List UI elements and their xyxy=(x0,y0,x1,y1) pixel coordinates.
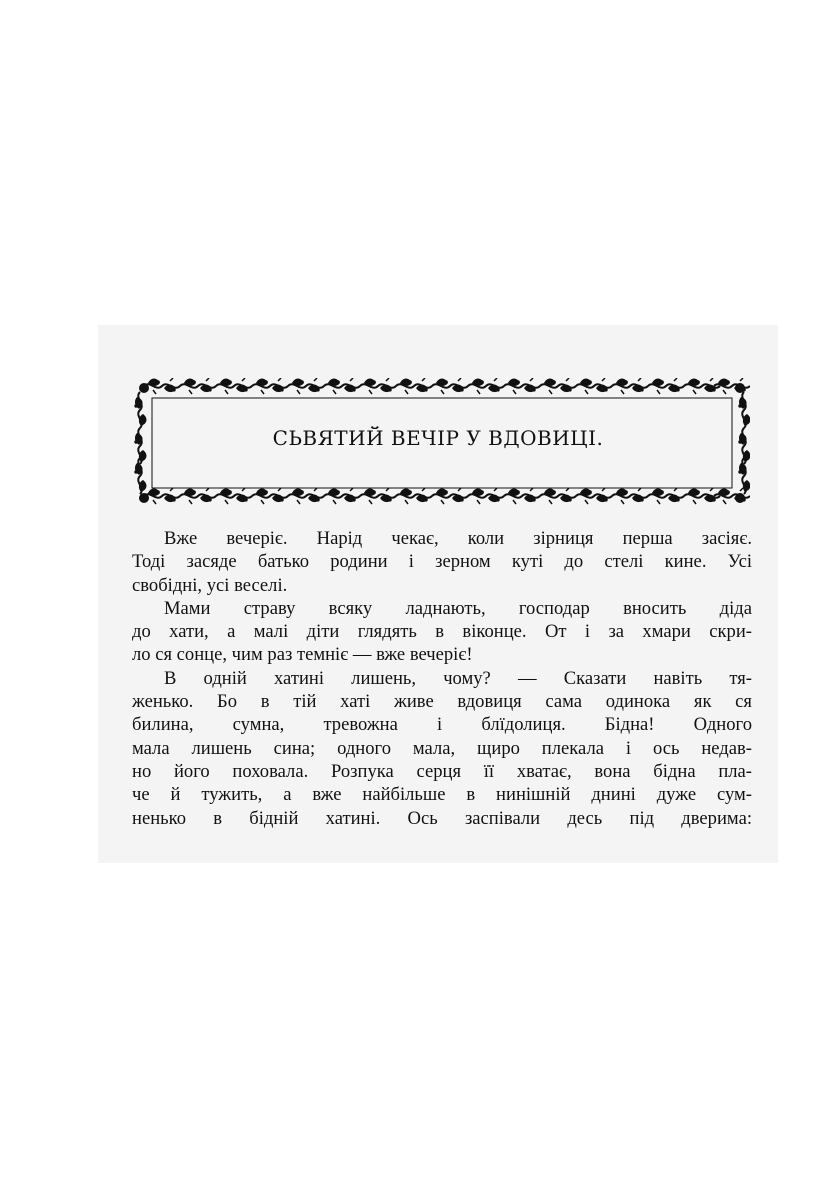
text-line: женько. Бо в тій хаті живе вдовиця сама одинока як ся xyxy=(132,691,752,713)
text-line: В одній хатині лишень, чому? — Сказати навіть тя- xyxy=(164,667,752,689)
text-line: Вже вечеріє. Нарід чекає, коли зірниця перша засіяє. xyxy=(164,528,752,549)
text-line: че й тужить, а вже найбільше в нинішній днині дуже сум- xyxy=(132,784,752,806)
text-line: но його поховала. Розпука серця її хватає, вона бідна пла- xyxy=(132,760,752,782)
text-line: свобідні, усі веселі. xyxy=(132,574,288,596)
text-line: Мами страву всяку ладнають, господар вносить діда xyxy=(164,597,752,619)
text-line: ло ся сонце, чим раз темніє — вже вечеріє! xyxy=(132,644,473,666)
text-line: билина, сумна, тревожна і блїдолиця. Бідна! Одного xyxy=(132,714,752,736)
text-line: Тоді засяде батько родини і зерном куті до стелі кине. Усі xyxy=(132,551,752,573)
chapter-title: СЬВЯТИЙ ВЕЧІР У ВДОВИЦІ. xyxy=(272,426,604,450)
text-line: ненько в бідній хатині. Ось заспівали десь під дверима: xyxy=(132,807,752,829)
text-line: до хати, а малі діти глядять в віконце. От і за хмари скри- xyxy=(132,621,752,643)
body-text xyxy=(132,527,752,830)
text-line: мала лишень сина; одного мала, щиро плекала і ось недав- xyxy=(132,737,752,759)
